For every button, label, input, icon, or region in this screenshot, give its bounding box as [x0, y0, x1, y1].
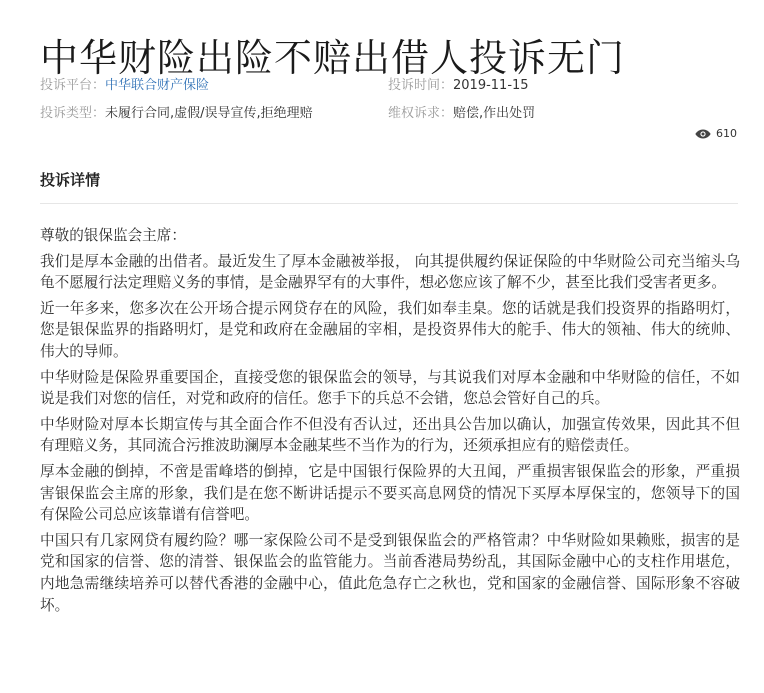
paragraph: 近一年多来，您多次在公开场合提示网贷存在的风险，我们如奉圭臬。您的话就是我们投资界的指路明灯，您是银保监界的指路明灯，是党和政府在金融届的宰相，是投资界伟大的舵手、伟大的领袖、伟大的统帅、伟大的导师。 — [40, 299, 740, 360]
section-title: 投诉详情 — [40, 171, 101, 189]
paragraph: 中国只有几家网贷有履约险？哪一家保险公司不是受到银保监会的严格管肃？中华财险如果赖账，损害的是党和国家的信誉、您的清誉、银保监会的监管能力。当前香港局势纷乱，其国际金融中心的支柱作用堪危，内地急需继续培养可以替代香港的金融中心，值此危急存亡之秋也，党和国家的金融信誉、国际形象不容破坏。 — [40, 531, 740, 614]
paragraph: 中华财险是保险界重要国企，直接受您的银保监会的领导，与其说我们对厚本金融和中华财险的信任，不如说是我们对您的信任，对党和政府的信任。您手下的兵总不会错，您总会管好自己的兵。 — [40, 368, 740, 408]
section-divider — [40, 203, 738, 204]
eye-icon — [695, 129, 711, 139]
time-field — [388, 77, 529, 95]
view-count — [695, 126, 737, 142]
view-count-value: 610 — [716, 127, 737, 140]
paragraph: 中华财险对厚本长期宣传与其全面合作不但没有否认过，还出具公告加以确认，加强宣传效果，因此其不但有理赔义务，其同流合污推波助澜厚本金融某些不当作为的行为，还须承担应有的赔偿责任。 — [40, 415, 740, 455]
paragraph: 厚本金融的倒掉，不啻是雷峰塔的倒掉，它是中国银行保险界的大丑闻，严重损害银保监会的形象，严重损害银保监会主席的形象，我们是在您不断讲话提示不要买高息网贷的情况下买厚本厚保宝的，您领导下的国有保险公司总应该靠谱有信誉吧。 — [40, 462, 740, 524]
platform-label: 投诉平台： — [40, 78, 106, 93]
type-value: 未履行合同,虚假/误导宣传,拒绝理赔 — [105, 106, 313, 121]
paragraph: 我们是厚本金融的出借者。最近发生了厚本金融被举报， 向其提供履约保证保险的中华财险公司充当缩头乌龟不愿履行法定理赔义务的事情，是金融界罕有的大事件，想必您应该了解不少，甚至比我们受害者更多。 — [40, 252, 740, 292]
paragraph: 尊敬的银保监会主席： — [40, 227, 186, 244]
time-label: 投诉时间： — [388, 78, 454, 93]
type-label: 投诉类型： — [40, 106, 106, 121]
type-field — [40, 105, 313, 123]
complaint-body — [40, 225, 740, 620]
platform-field — [40, 77, 209, 95]
time-value: 2019-11-15 — [453, 78, 529, 93]
claim-value: 赔偿,作出处罚 — [453, 106, 536, 121]
claim-label: 维权诉求： — [388, 106, 454, 121]
claim-field — [388, 105, 535, 123]
page-title: 中华财险出险不赔出借人投诉无门 — [40, 36, 626, 81]
platform-link[interactable]: 中华联合财产保险 — [105, 78, 210, 93]
